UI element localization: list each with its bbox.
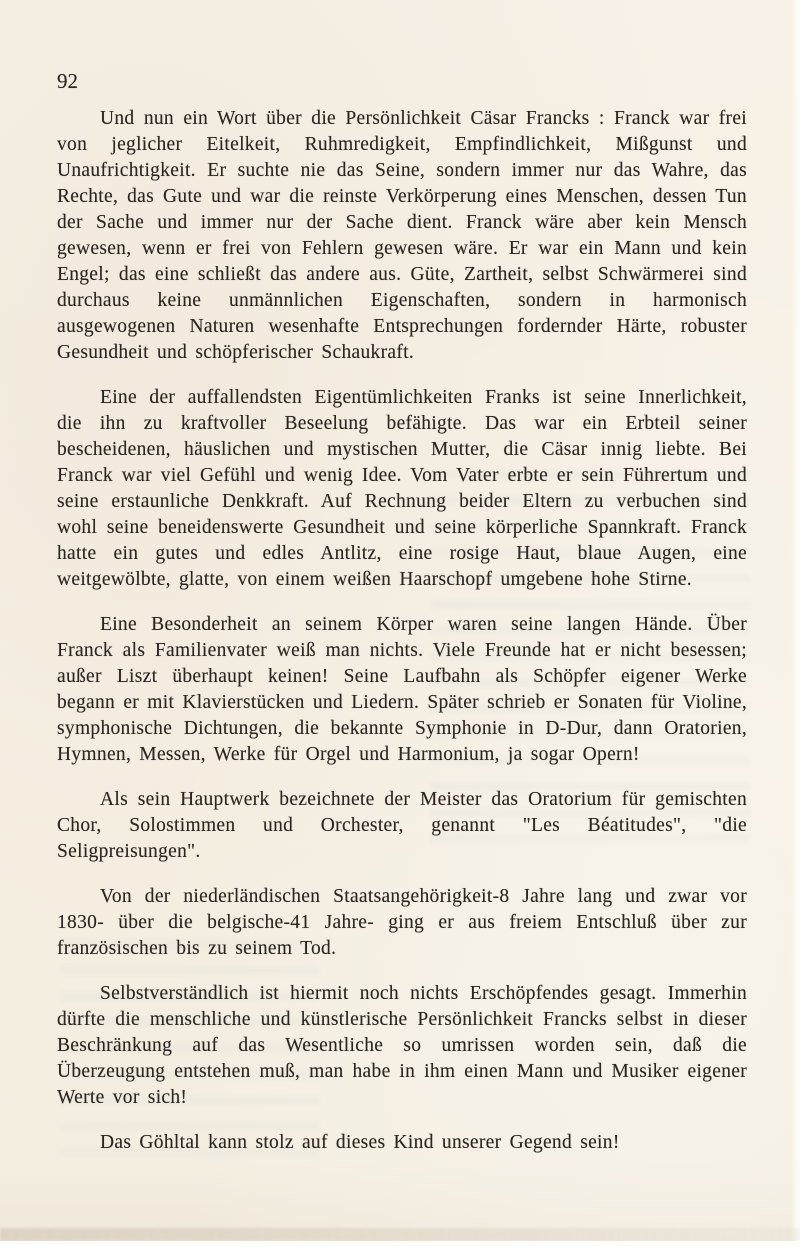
paragraph-innerlichkeit: Eine der auffallendsten Eigentümlichkeiten Franks ist seine Innerlichkeit, die ihn zu kraftvoller Beseelung befähigte. Das war ein Erbteil seiner bescheidenen, häuslichen und mystischen Mutter, die Cäsar innig liebte. Bei Franck war viel Gefühl und wenig Idee. Vom Vater erbte er sein Führertum und seine erstaunliche Denkkraft. Auf Rechnung beider Eltern zu verbuchen sind wohl seine beneidenswerte Gesundheit und seine körperliche Spannkraft. Franck hatte ein gutes und edles Antlitz, eine rosige Haut, blaue Augen, eine weitgewölbte, glatte, von einem weißen Haarschopf umgebene hohe Stirne. <box>57 387 747 590</box>
paragraph-personality-intro: Und nun ein Wort über die Persönlichkeit Cäsar Francks : Franck war frei von jeglicher Eitelkeit, Ruhmredigkeit, Empfindlichkeit, Mißgunst und Unaufrichtigkeit. Er suchte nie das Seine, sondern immer nur das Wahre, das Rechte, das Gute und war die reinste Verkörperung eines Menschen, dessen Tun der Sache und immer nur der Sache dient. Franck wäre aber kein Mensch gewesen, wenn er frei von Fehlern gewesen wäre. Er war ein Mann und kein Engel; das eine schließt das andere aus. Güte, Zartheit, selbst Schwärmerei sind durchaus keine unmännlichen Eigenschaften, sondern in harmonisch ausgewogenen Naturen wesenhafte Entsprechungen fordernder Härte, robuster Gesundheit und schöpferischer Schaukraft. <box>57 108 747 363</box>
paragraph-besonderheit-werke: Eine Besonderheit an seinem Körper waren seine langen Hände. Über Franck als Familienvater weiß man nichts. Viele Freunde hat er nicht besessen; außer Liszt überhaupt keinen! Seine Laufbahn als Schöpfer eigener Werke begann er mit Klavierstücken und Liedern. Später schrieb er Sonaten für Violine, symphonische Dichtungen, die bekannte Symphonie in D-Dur, dann Oratorien, Hymnen, Messen, Werke für Orgel und Harmonium, ja sogar Opern! <box>57 614 747 765</box>
paragraph-staatsangehoerigkeit: Von der niederländischen Staatsangehörigkeit-8 Jahre lang und zwar vor 1830- über die belgische-41 Jahre- ging er aus freiem Entschluß über zur französischen bis zu seinem Tod. <box>57 886 747 959</box>
page-number: 92 <box>57 69 78 93</box>
paragraph-goehltal: Das Göhltal kann stolz auf dieses Kind unserer Gegend sein! <box>100 1132 620 1153</box>
body-text <box>57 106 747 1156</box>
scan-edge-right <box>791 0 800 1247</box>
paragraph-hauptwerk: Als sein Hauptwerk bezeichnete der Meister das Oratorium für gemischten Chor, Solostimmen und Orchester, genannt "Les Béatitudes", "die Seligpreisungen". <box>57 789 747 862</box>
scan-edge-bottom <box>0 1241 800 1247</box>
paragraph-schlussbemerkung: Selbstverständlich ist hiermit noch nichts Erschöpfendes gesagt. Immerhin dürfte die menschliche und künstlerische Persönlichkeit Francks selbst in dieser Beschränkung auf das Wesentliche so umrissen worden sein, daß die Überzeugung entstehen muß, man habe in ihm einen Mann und Musiker eigener Werte vor sich! <box>57 983 747 1108</box>
scan-edge-bottom-shadow <box>0 1228 800 1241</box>
